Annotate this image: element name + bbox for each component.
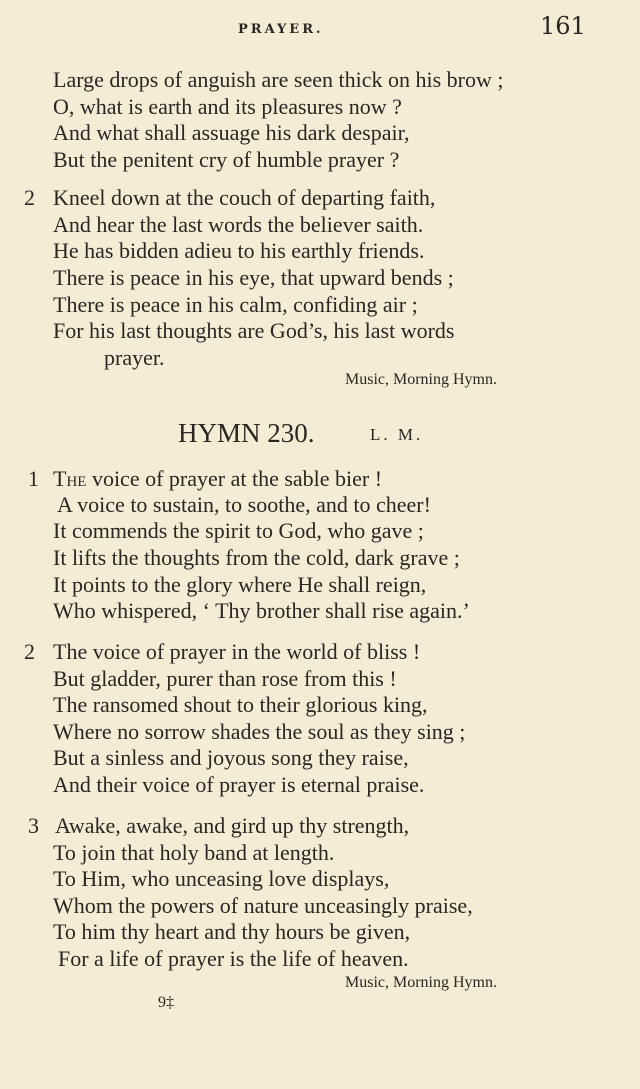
verse-line: Whom the powers of nature unceasingly praise, — [53, 893, 473, 918]
stanza-number: 3 — [28, 813, 39, 838]
verse-line: Large drops of anguish are seen thick on his brow ; — [53, 67, 504, 92]
verse-line: To him thy heart and thy hours be given, — [53, 919, 411, 944]
verse-line: For a life of prayer is the life of heaven. — [58, 946, 409, 971]
stanza-number: 2 — [24, 185, 35, 210]
tune-attribution: Music, Morning Hymn. — [345, 371, 497, 388]
verse-line: Where no sorrow shades the soul as they sing ; — [53, 719, 466, 744]
verse-line: But a sinless and joyous song they raise, — [53, 745, 409, 770]
verse-line: It commends the spirit to God, who gave ; — [53, 518, 424, 543]
verse-line: O, what is earth and its pleasures now ? — [53, 94, 402, 119]
verse-line: But the penitent cry of humble prayer ? — [53, 147, 400, 172]
tune-attribution: Music, Morning Hymn. — [345, 974, 497, 991]
verse-line: But gladder, purer than rose from this ! — [53, 666, 397, 691]
hymn-meter: L. M. — [370, 425, 424, 444]
verse-line: For his last thoughts are God’s, his last words — [53, 318, 455, 343]
verse-line: There is peace in his eye, that upward bends ; — [53, 265, 454, 290]
first-word: The — [53, 466, 87, 491]
verse-line: It lifts the thoughts from the cold, dark grave ; — [53, 545, 460, 570]
verse-line: He has bidden adieu to his earthly friends. — [53, 238, 425, 263]
stanza-number: 2 — [24, 639, 35, 664]
verse-line: The ransomed shout to their glorious king, — [53, 692, 428, 717]
verse-line: It points to the glory where He shall reign, — [53, 572, 427, 597]
running-head: PRAYER. — [238, 22, 324, 37]
verse-line: To Him, who unceasing love displays, — [53, 866, 390, 891]
verse-line: Kneel down at the couch of departing faith, — [53, 185, 436, 210]
verse-line: Who whispered, ‘ Thy brother shall rise again.’ — [53, 598, 470, 623]
verse-line: And their voice of prayer is eternal praise. — [53, 772, 425, 797]
signature-mark: 9‡ — [158, 994, 174, 1011]
verse-line: To join that holy band at length. — [53, 840, 335, 865]
verse-line: A voice to sustain, to soothe, and to cheer! — [57, 492, 431, 517]
verse-line — [53, 466, 382, 492]
stanza-number: 1 — [28, 466, 39, 491]
verse-line-rest: voice of prayer at the sable bier ! — [86, 466, 383, 491]
page-number: 161 — [540, 12, 586, 40]
verse-line: And what shall assuage his dark despair, — [53, 120, 410, 145]
verse-line: There is peace in his calm, confiding air ; — [53, 292, 418, 317]
hymn-title: HYMN 230. — [178, 418, 315, 448]
verse-line: Awake, awake, and gird up thy strength, — [55, 813, 410, 838]
verse-line: prayer. — [104, 345, 165, 370]
verse-line: The voice of prayer in the world of bliss ! — [53, 639, 421, 664]
verse-line: And hear the last words the believer saith. — [53, 212, 424, 237]
